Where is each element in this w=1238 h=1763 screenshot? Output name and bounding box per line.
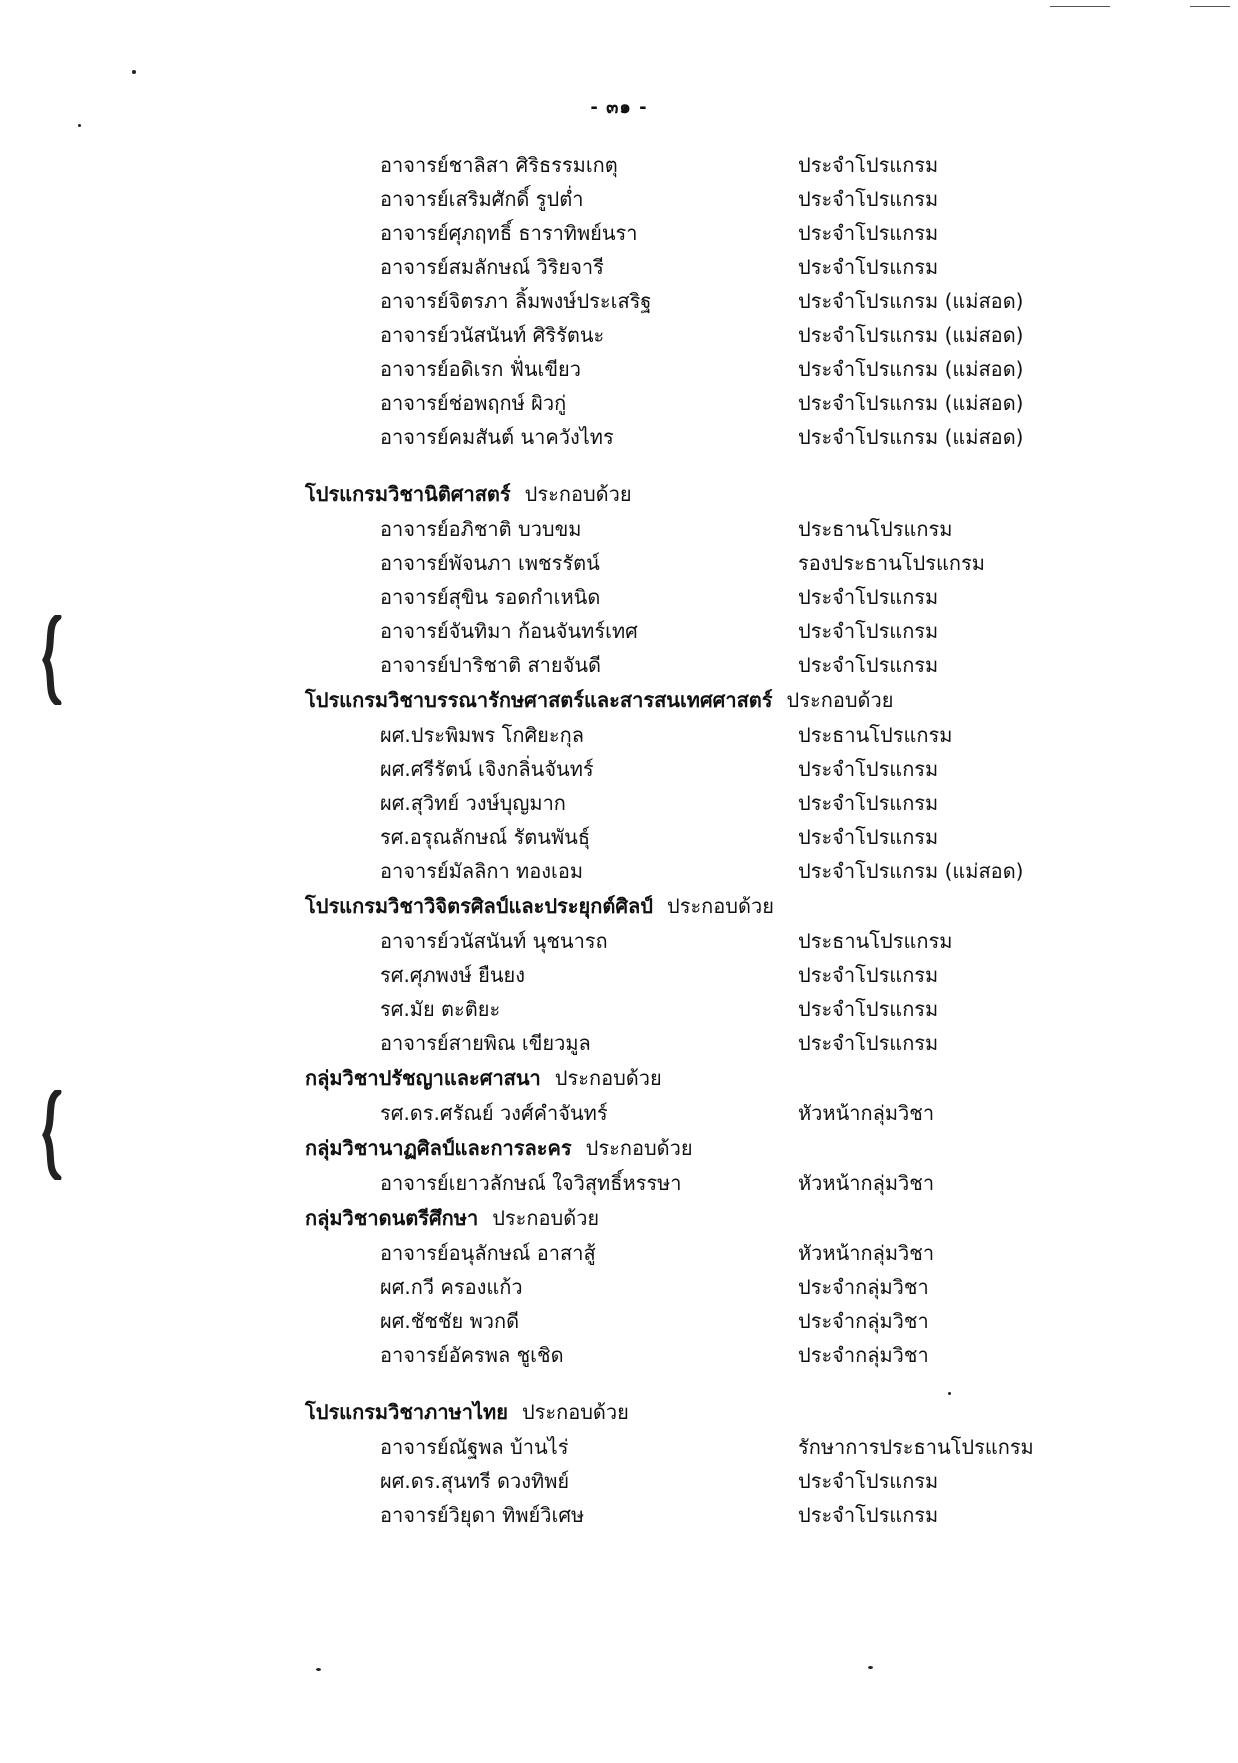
staff-name: อาจารย์เยาวลักษณ์ ใจวิสุทธิ์หรรษา xyxy=(380,1171,682,1195)
staff-role: ประจำโปรแกรม (แม่สอด) xyxy=(798,859,1024,883)
staff-name: อาจารย์สายพิณ เขียวมูล xyxy=(380,1031,591,1055)
staff-row xyxy=(0,318,1238,352)
staff-role: ประจำกลุ่มวิชา xyxy=(798,1309,929,1333)
staff-row xyxy=(0,992,1238,1026)
staff-name: อาจารย์วนัสนันท์ นุชนารถ xyxy=(380,929,608,953)
staff-name: ผศ.กวี ครองแก้ว xyxy=(380,1275,523,1299)
staff-role: ประจำโปรแกรม xyxy=(798,1469,939,1493)
staff-row xyxy=(0,182,1238,216)
staff-role: ประจำโปรแกรม xyxy=(798,825,939,849)
section-heading xyxy=(0,476,1238,512)
staff-row xyxy=(0,546,1238,580)
staff-role: ประจำโปรแกรม xyxy=(798,963,939,987)
staff-row xyxy=(0,1166,1238,1200)
staff-role: หัวหน้ากลุ่มวิชา xyxy=(798,1101,935,1125)
staff-name: อาจารย์สุขิน รอดกำเหนิด xyxy=(380,585,601,609)
staff-name: ผศ.สุวิทย์ วงษ์บุญมาก xyxy=(380,791,566,815)
page-number: - ๓๑ - xyxy=(590,97,648,118)
staff-role: ประจำโปรแกรม xyxy=(798,1031,939,1055)
section-title: โปรแกรมวิชาวิจิตรศิลป์และประยุกต์ศิลป์ xyxy=(305,894,653,918)
staff-name: อาจารย์เสริมศักดิ์ รูปต่ำ xyxy=(380,187,584,211)
staff-row xyxy=(0,958,1238,992)
staff-row xyxy=(0,718,1238,752)
staff-name: ผศ.ศรีรัตน์ เจิงกลิ่นจันทร์ xyxy=(380,757,594,781)
section-title: โปรแกรมวิชานิติศาสตร์ xyxy=(305,482,511,506)
staff-role: ประจำโปรแกรม xyxy=(798,221,939,245)
staff-row xyxy=(0,1236,1238,1270)
staff-row xyxy=(0,1096,1238,1130)
staff-role: รองประธานโปรแกรม xyxy=(798,551,985,575)
staff-name: อาจารย์มัลลิกา ทองเอม xyxy=(380,859,584,883)
staff-role: ประจำกลุ่มวิชา xyxy=(798,1343,929,1367)
staff-row xyxy=(0,1430,1238,1464)
scan-edge-mark xyxy=(1050,6,1110,7)
scan-speck xyxy=(316,1668,321,1671)
staff-role: ประจำโปรแกรม xyxy=(798,153,939,177)
staff-row xyxy=(0,352,1238,386)
staff-name: ผศ.ประพิมพร โกศิยะกุล xyxy=(380,723,584,747)
section-heading xyxy=(0,1200,1238,1236)
staff-list xyxy=(0,148,1238,1532)
section-gap xyxy=(0,454,1238,476)
staff-role: ประจำโปรแกรม xyxy=(798,1503,939,1527)
staff-name: อาจารย์อดิเรก ฟั่นเขียว xyxy=(380,357,581,381)
staff-role: ประจำโปรแกรม (แม่สอด) xyxy=(798,289,1024,313)
staff-role: หัวหน้ากลุ่มวิชา xyxy=(798,1241,935,1265)
staff-row xyxy=(0,1026,1238,1060)
section-suffix: ประกอบด้วย xyxy=(524,482,632,506)
section-suffix: ประกอบด้วย xyxy=(667,894,774,918)
section-heading xyxy=(0,1130,1238,1166)
staff-role: ประจำโปรแกรม xyxy=(798,997,939,1021)
section-suffix: ประกอบด้วย xyxy=(521,1400,629,1424)
staff-row xyxy=(0,820,1238,854)
staff-name: อาจารย์ศุภฤทธิ์ ธาราทิพย์นรา xyxy=(380,221,638,245)
staff-row xyxy=(0,924,1238,958)
staff-name: อาจารย์วิยุดา ทิพย์วิเศษ xyxy=(380,1503,585,1527)
staff-name: อาจารย์ปาริชาติ สายจันดี xyxy=(380,653,602,677)
staff-row xyxy=(0,512,1238,546)
scan-edge-mark xyxy=(1190,6,1230,7)
staff-name: อาจารย์คมสันต์ นาควังไทร xyxy=(380,425,614,449)
staff-name: อาจารย์จันทิมา ก้อนจันทร์เทศ xyxy=(380,619,638,643)
staff-role: ประจำโปรแกรม (แม่สอด) xyxy=(798,357,1024,381)
scan-speck xyxy=(132,70,136,74)
section-suffix: ประกอบด้วย xyxy=(585,1136,693,1160)
staff-row xyxy=(0,284,1238,318)
staff-name: อาจารย์ชาลิสา ศิริธรรมเกตุ xyxy=(380,153,618,177)
staff-role: ประธานโปรแกรม xyxy=(798,723,953,747)
staff-row xyxy=(0,148,1238,182)
staff-row xyxy=(0,1464,1238,1498)
scan-speck xyxy=(78,124,81,127)
staff-row xyxy=(0,648,1238,682)
section-heading xyxy=(0,1060,1238,1096)
staff-row xyxy=(0,786,1238,820)
staff-role: ประจำโปรแกรม xyxy=(798,619,939,643)
staff-row xyxy=(0,1498,1238,1532)
scan-speck xyxy=(868,1666,873,1669)
staff-role: ประธานโปรแกรม xyxy=(798,517,953,541)
staff-role: ประจำโปรแกรม (แม่สอด) xyxy=(798,323,1024,347)
section-title: โปรแกรมวิชาบรรณารักษศาสตร์และสารสนเทศศาสตร์ xyxy=(305,688,773,712)
staff-row xyxy=(0,1270,1238,1304)
staff-name: รศ.ดร.ศรัณย์ วงศ์คำจันทร์ xyxy=(380,1101,608,1125)
staff-role: ประจำโปรแกรม (แม่สอด) xyxy=(798,425,1024,449)
section-heading xyxy=(0,682,1238,718)
staff-role: ประจำโปรแกรม xyxy=(798,585,939,609)
staff-role: ประจำโปรแกรม xyxy=(798,791,939,815)
staff-role: ประจำโปรแกรม xyxy=(798,187,939,211)
staff-role: รักษาการประธานโปรแกรม xyxy=(798,1435,1034,1459)
staff-name: ผศ.ชัชชัย พวกดี xyxy=(380,1309,520,1333)
section-heading xyxy=(0,888,1238,924)
staff-role: ประธานโปรแกรม xyxy=(798,929,953,953)
staff-row xyxy=(0,216,1238,250)
staff-name: อาจารย์ช่อพฤกษ์ ผิวกู่ xyxy=(380,391,567,415)
staff-role: ประจำกลุ่มวิชา xyxy=(798,1275,929,1299)
staff-role: ประจำโปรแกรม xyxy=(798,757,939,781)
staff-name: รศ.มัย ตะติยะ xyxy=(380,997,501,1021)
staff-row xyxy=(0,854,1238,888)
staff-role: หัวหน้ากลุ่มวิชา xyxy=(798,1171,935,1195)
section-title: กลุ่มวิชาปรัชญาและศาสนา xyxy=(305,1066,541,1090)
staff-name: อาจารย์พัจนภา เพชรรัตน์ xyxy=(380,551,600,575)
staff-name: อาจารย์จิตรภา ลิ้มพงษ์ประเสริฐ xyxy=(380,289,652,313)
staff-role: ประจำโปรแกรม xyxy=(798,255,939,279)
staff-role: ประจำโปรแกรม (แม่สอด) xyxy=(798,391,1024,415)
section-suffix: ประกอบด้วย xyxy=(554,1066,662,1090)
staff-name: อาจารย์อนุลักษณ์ อาสาสู้ xyxy=(380,1241,596,1265)
staff-name: อาจารย์ณัฐพล บ้านไร่ xyxy=(380,1435,569,1459)
staff-row xyxy=(0,250,1238,284)
staff-row xyxy=(0,386,1238,420)
staff-row xyxy=(0,1304,1238,1338)
staff-name: อาจารย์วนัสนันท์ ศิริรัตนะ xyxy=(380,323,605,347)
staff-name: อาจารย์อภิชาติ บวบขม xyxy=(380,517,582,541)
staff-row xyxy=(0,1338,1238,1372)
staff-row xyxy=(0,614,1238,648)
section-title: กลุ่มวิชาดนตรีศึกษา xyxy=(305,1206,479,1230)
staff-row xyxy=(0,580,1238,614)
section-gap xyxy=(0,1372,1238,1394)
staff-role: ประจำโปรแกรม xyxy=(798,653,939,677)
staff-name: ผศ.ดร.สุนทรี ดวงทิพย์ xyxy=(380,1469,570,1493)
staff-name: อาจารย์อัครพล ชูเชิด xyxy=(380,1343,564,1367)
staff-row xyxy=(0,752,1238,786)
staff-row xyxy=(0,420,1238,454)
section-suffix: ประกอบด้วย xyxy=(786,688,894,712)
staff-name: รศ.อรุณลักษณ์ รัตนพันธุ์ xyxy=(380,825,591,849)
section-suffix: ประกอบด้วย xyxy=(492,1206,600,1230)
section-title: กลุ่มวิชานาฏศิลป์และการละคร xyxy=(305,1136,572,1160)
staff-name: อาจารย์สมลักษณ์ วิริยจารี xyxy=(380,255,604,279)
section-title: โปรแกรมวิชาภาษาไทย xyxy=(305,1400,508,1424)
section-heading xyxy=(0,1394,1238,1430)
staff-name: รศ.ศุภพงษ์ ยืนยง xyxy=(380,963,526,987)
